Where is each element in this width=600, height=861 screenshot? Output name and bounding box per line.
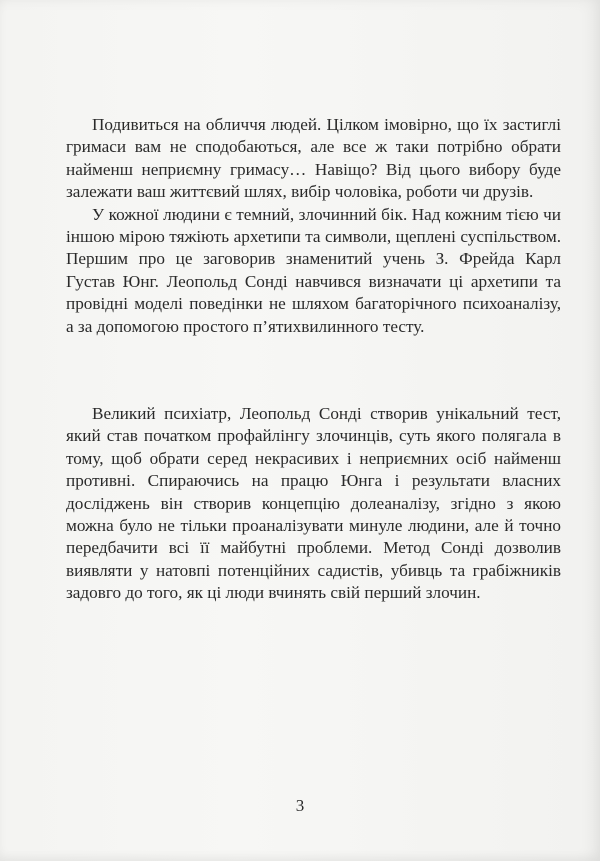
text-block-top <box>66 114 561 338</box>
page-number: 3 <box>295 796 305 815</box>
paragraph-1: Подивиться на обличчя людей. Цілком імовірно, що їх застиглі гримаси вам не сподобаються, але все ж таки потрібно обрати найменш неприємну гримасу… Навіщо? Від цього вибору буде залежати ваш життєвий шлях, вибір чоловіка, роботи чи друзів. <box>66 115 561 202</box>
paragraph-2: У кожної людини є темний, злочинний бік. Над кожним тією чи іншою мірою тяжіють архетипи та символи, щеплені суспільством. Першим про це заговорив знаменитий учень З. Фрейда Карл Густав Юнг. Леопольд Сонді навчився визначати ці архетипи та провідні моделі поведінки не шляхом багаторічного психоаналізу, а за допомогою простого п’ятихвилинного тесту. <box>66 204 561 336</box>
text-block-bottom <box>66 403 561 605</box>
paragraph-3: Великий психіатр, Леопольд Сонді створив унікальний тест, який став початком профайлінгу злочинців, суть якого полягала в тому, щоб обрати серед некрасивих і неприємних осіб найменш противні. Спираючись на працю Юнга і результати власних досліджень він створив концепцію долеаналізу, згідно з якою можна було не тільки проаналізувати минуле людини, але й точно передбачити всі її майбутні проблеми. Метод Сонді дозволив виявляти у натовпі потенційних садистів, убивць та грабіжників задовго до того, як ці люди вчинять свій перший злочин. <box>66 404 561 603</box>
